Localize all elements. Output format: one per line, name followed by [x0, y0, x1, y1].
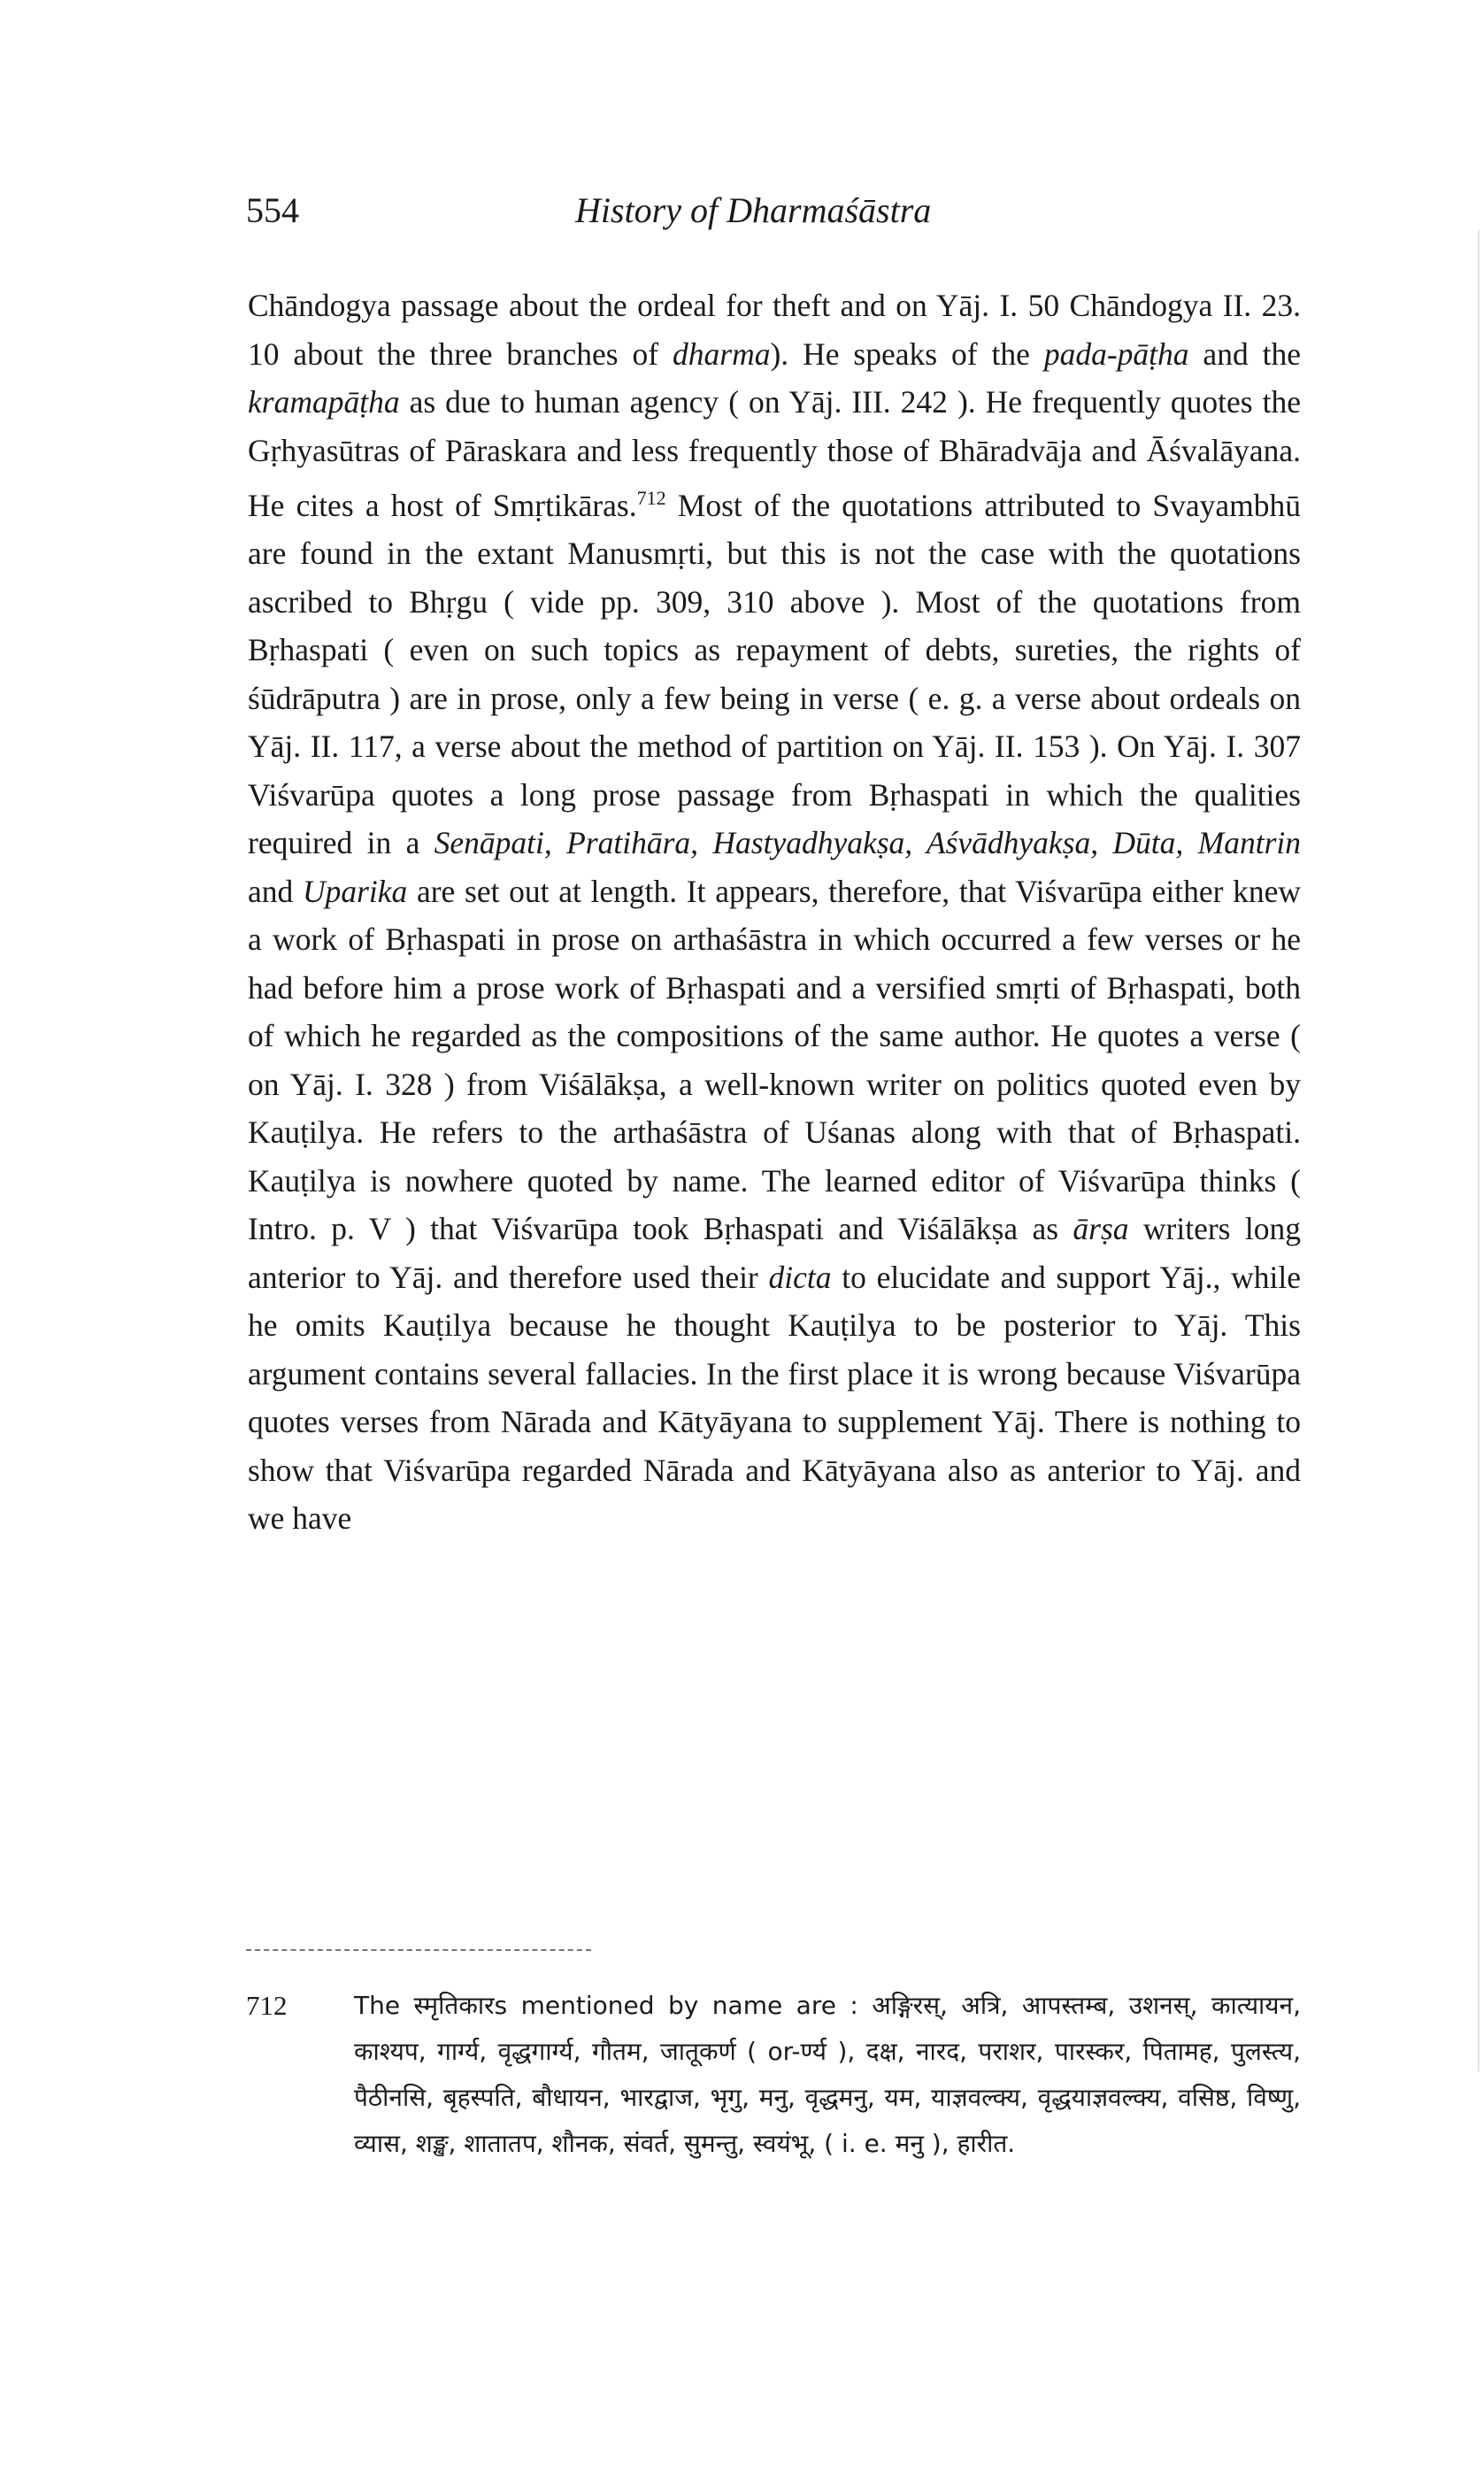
running-title: History of Dharmaśāstra — [575, 190, 932, 230]
text-segment: and — [248, 873, 303, 909]
text-segment: Most of the quotations attributed to Svayambhū are found in the extant Manusmṛti, but this is not the case with the quotations ascribed to Bhṛgu ( vide pp. 309, 310 above ). Most of the quotations from Bṛhaspati ( even on such topics as repayment of debts, sureties, the rights of śūdrāputra ) are in prose, only a few being in verse ( e. g. a verse about ordeals on Yāj. II. 117, a verse about the method of partition on Yāj. II. 153 ). On Yāj. I. 307 Viśvarūpa quotes a long prose passage from Bṛhaspati in which the qualities required in a — [248, 487, 1301, 861]
text-segment: and the — [1188, 335, 1301, 372]
text-segment: as due to human agency ( on Yāj. III. 242 ). He frequently quotes the Gṛhyasūtras of Pāraskara and less frequently those of Bhāradvāja and Āśvalāyana. He cites a host of Smṛtikāras. — [248, 384, 1301, 523]
body-text — [248, 281, 1301, 1543]
footnote-number: 712 — [246, 1990, 288, 2021]
scan-edge-shadow — [1478, 230, 1480, 2071]
text-segment: ). He speaks of the — [770, 335, 1044, 372]
italic-term: Uparika — [302, 873, 408, 909]
footnote-text: The स्मृतिकारs mentioned by name are : अङ्गिरस्, अत्रि, आपस्तम्ब, उशनस्, कात्यायन, काश्यप, गार्ग्य, वृद्धगार्ग्य, गौतम, जातूकर्ण ( or-र्ण्य ), दक्ष, नारद, पराशर, पारस्कर, पितामह, पुलस्त्य, पैठीनसि, बृहस्पति, बौधायन, भारद्वाज, भृगु, मनु, वृद्धमनु, यम, याज्ञवल्क्य, वृद्धयाज्ञवल्क्य, वसिष्ठ, विष्णु, व्यास, शङ्ख, शातातप, शौनक, संवर्त, सुमन्तु, स्वयंभू, ( i. e. मनु ), हारीत. — [354, 1991, 1301, 2158]
italic-term: kramapāṭha — [248, 384, 400, 420]
main-paragraph — [248, 281, 1301, 1543]
italic-term: ārṣa — [1073, 1211, 1129, 1247]
italic-term: Senāpati, Pratihāra, Hastyadhyakṣa, Aśvādhyakṣa, Dūta, Mantrin — [434, 825, 1301, 861]
text-segment: to elucidate and support Yāj., while he omits Kauṭilya because he thought Kauṭilya to be posterior to Yāj. This argument contains several fallacies. In the first place it is wrong because Viśvarūpa quotes verses from Nārada and Kātyāyana to supplement Yāj. There is nothing to show that Viśvarūpa regarded Nārada and Kātyāyana also as anterior to Yāj. and we have — [248, 1259, 1301, 1537]
page-number: 554 — [246, 190, 299, 230]
footnote-reference[interactable]: 712 — [636, 487, 666, 509]
text-segment: are set out at length. It appears, therefore, that Viśvarūpa either knew a work of Bṛhaspati in prose on arthaśāstra in which occurred a few verses or he had before him a prose work of Bṛhaspati and a versified smṛti of Bṛhaspati, both of which he regarded as the compositions of the same author. He quotes a verse ( on Yāj. I. 328 ) from Viśālākṣa, a well-known writer on politics quoted even by Kauṭilya. He refers to the arthaśāstra of Uśanas along with that of Bṛhaspati. Kauṭilya is nowhere quoted by name. The learned editor of Viśvarūpa thinks ( Intro. p. V ) that Viśvarūpa took Bṛhaspati and Viśālākṣa as — [248, 873, 1301, 1247]
italic-term: dharma — [673, 335, 771, 372]
text-segment: writers long anterior to Yāj. and therefore used their — [248, 1211, 1301, 1295]
text-segment: Chāndogya passage about the ordeal for theft and on Yāj. I. 50 Chāndogya II. 23. 10 about the three branches of — [248, 288, 1301, 372]
footnote-separator — [246, 1949, 591, 1951]
italic-term: dicta — [768, 1259, 832, 1295]
page-header — [246, 184, 1308, 237]
italic-term: pada-pāṭha — [1043, 335, 1189, 372]
